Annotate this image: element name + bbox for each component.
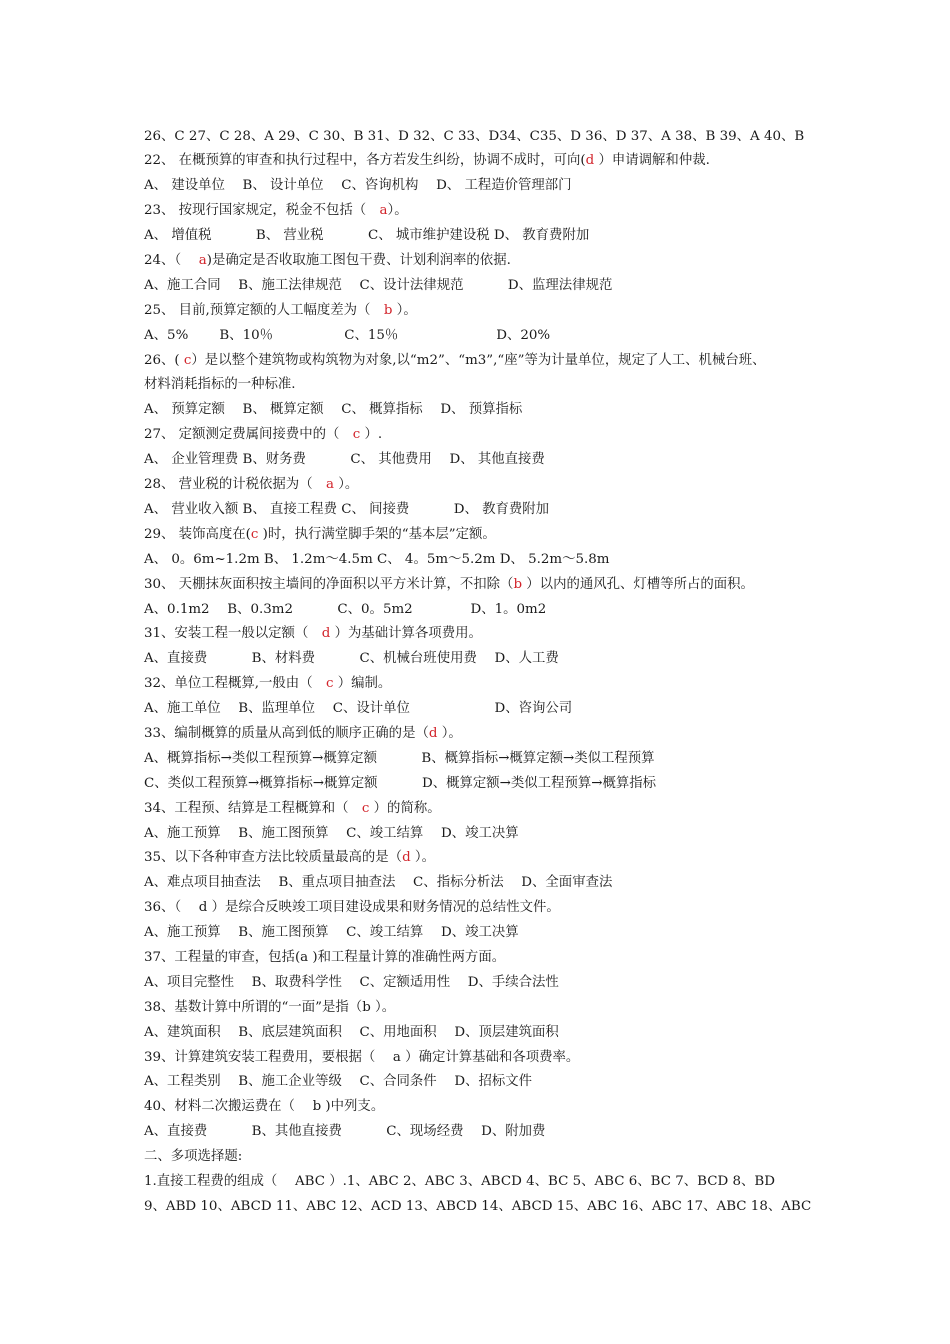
- text-run: 37、工程量的审查，包括(a )和工程量计算的准确性两方面。: [144, 950, 506, 965]
- text-run: A、施工合同 B、施工法律规范 C、设计法律规范 D、监理法律规范: [144, 278, 613, 293]
- text-run: 22、 在概预算的审查和执行过程中，各方若发生纠纷，协调不成时，可向(: [144, 153, 586, 168]
- options-35: [144, 873, 834, 893]
- text-run: A、难点项目抽查法 B、重点项目抽查法 C、指标分析法 D、全面审查法: [144, 875, 613, 890]
- text-run: A、项目完整性 B、取费科学性 C、定额适用性 D、手续合法性: [144, 975, 559, 990]
- text-run: A、概算指标→类似工程预算→概算定额 B、概算指标→概算定额→类似工程预算: [144, 751, 655, 766]
- text-run: ）.: [360, 427, 383, 442]
- question-22: [144, 151, 834, 171]
- question-24: [144, 251, 834, 271]
- section-heading: [144, 1147, 834, 1167]
- text-run: 38、基数计算中所谓的“一面”是指（b ）。: [144, 1000, 396, 1015]
- answer-mark: a: [379, 203, 388, 218]
- text-run: A、0.1m2 B、0.3m2 C、0。5m2 D、1。0m2: [144, 602, 547, 617]
- text-run: A、 营业收入额 B、 直接工程费 C、 间接费 D、 教育费附加: [144, 502, 550, 517]
- options-22: [144, 176, 834, 196]
- text-run: A、施工单位 B、监理单位 C、设计单位 D、咨询公司: [144, 701, 573, 716]
- text-run: ）以内的通风孔、灯槽等所占的面积。: [522, 577, 754, 592]
- text-run: 33、编制概算的质量从高到低的顺序正确的是（: [144, 726, 429, 741]
- text-run: 26、C 27、C 28、A 29、C 30、B 31、D 32、C 33、D34、C35、D 36、D 37、A 38、B 39、A 40、B: [144, 129, 805, 144]
- question-29: [144, 525, 834, 545]
- text-run: 30、 天棚抹灰面积按主墙间的净面积以平方米计算，不扣除（: [144, 577, 514, 592]
- text-run: A、施工预算 B、施工图预算 C、竣工结算 D、竣工决算: [144, 925, 519, 940]
- multi-answers: [144, 1197, 834, 1217]
- text-run: ）。: [387, 203, 408, 218]
- answer-mark: c: [352, 427, 361, 442]
- question-30: [144, 575, 834, 595]
- question-26: [144, 351, 834, 371]
- answer-mark: a: [198, 253, 207, 268]
- text-run: 35、以下各种审查方法比较质量最高的是（: [144, 850, 403, 865]
- options-34: [144, 824, 834, 844]
- text-run: 40、材料二次搬运费在（ b )中列支。: [144, 1099, 385, 1114]
- question-23: [144, 201, 834, 221]
- answer-mark: c: [361, 801, 370, 816]
- question-36: [144, 898, 834, 918]
- text-run: )是确定是否收取施工图包干费、计划利润率的依据.: [206, 253, 511, 268]
- text-run: A、 企业管理费 B、财务费 C、 其他费用 D、 其他直接费: [144, 452, 545, 467]
- text-line: [144, 127, 834, 147]
- text-run: A、直接费 B、其他直接费 C、现场经费 D、附加费: [144, 1124, 546, 1139]
- text-run: 23、 按现行国家规定，税金不包括（: [144, 203, 380, 218]
- text-run: A、5% B、10％ C、15％ D、20%: [144, 328, 551, 343]
- options-33-cd: [144, 774, 834, 794]
- text-run: 25、 目前,预算定额的人工幅度差为（: [144, 303, 384, 318]
- text-run: ）申请调解和仲裁.: [594, 153, 710, 168]
- options-23: [144, 226, 834, 246]
- text-run: A、工程类别 B、施工企业等级 C、合同条件 D、招标文件: [144, 1074, 533, 1089]
- options-32: [144, 699, 834, 719]
- text-run: ）。: [437, 726, 462, 741]
- text-run: ）。: [410, 850, 435, 865]
- options-36: [144, 923, 834, 943]
- question-31: [144, 624, 834, 644]
- options-25: [144, 326, 834, 346]
- question-25: [144, 301, 834, 321]
- options-31: [144, 649, 834, 669]
- text-run: ）。: [392, 303, 417, 318]
- options-33-ab: [144, 749, 834, 769]
- answer-mark: c: [179, 353, 192, 368]
- answer-mark: c: [325, 676, 334, 691]
- text-run: 36、（ d ）是综合反映竣工项目建设成果和财务情况的总结性文件。: [144, 900, 560, 915]
- text-run: A、直接费 B、材料费 C、机械台班使用费 D、人工费: [144, 651, 559, 666]
- answer-mark: d: [321, 626, 331, 641]
- options-29: [144, 550, 834, 570]
- text-run: A、 建设单位 B、 设计单位 C、咨询机构 D、 工程造价管理部门: [144, 178, 572, 193]
- text-run: ）。: [333, 477, 359, 492]
- options-39: [144, 1072, 834, 1092]
- text-run: 34、工程预、结算是工程概算和（: [144, 801, 362, 816]
- text-run: ）编制。: [333, 676, 392, 691]
- options-40: [144, 1122, 834, 1142]
- question-37: [144, 948, 834, 968]
- options-24: [144, 276, 834, 296]
- options-26: [144, 400, 834, 420]
- text-run: )时，执行满堂脚手架的“基本层”定额。: [258, 527, 496, 542]
- text-run: A、 预算定额 B、 概算定额 C、 概算指标 D、 预算指标: [144, 402, 523, 417]
- question-32: [144, 674, 834, 694]
- question-39: [144, 1048, 834, 1068]
- options-28: [144, 500, 834, 520]
- question-35: [144, 848, 834, 868]
- options-37: [144, 973, 834, 993]
- text-run: A、 0。6m~1.2m B、 1.2m～4.5m C、 4。5m～5.2m D、 5.2m～5.8m: [144, 552, 610, 567]
- question-38: [144, 998, 834, 1018]
- text-run: 24、（: [144, 253, 199, 268]
- question-33: [144, 724, 834, 744]
- text-run: 39、计算建筑安装工程费用，要根据（ a ）确定计算基础和各项费率。: [144, 1050, 580, 1065]
- text-run: 26、(: [144, 353, 180, 368]
- answer-mark: d: [585, 153, 595, 168]
- multi-question-1: [144, 1172, 834, 1192]
- text-run: 28、 营业税的计税依据为（: [144, 477, 326, 492]
- question-34: [144, 799, 834, 819]
- text-run: 二、多项选择题:: [144, 1149, 243, 1164]
- text-run: ）的简称。: [369, 801, 441, 816]
- question-40: [144, 1097, 834, 1117]
- answer-mark: a: [325, 477, 334, 492]
- answer-mark: d: [402, 850, 411, 865]
- question-26-cont: [144, 375, 834, 395]
- answer-mark: c: [250, 527, 259, 542]
- text-run: 32、单位工程概算,一般由（: [144, 676, 326, 691]
- options-27: [144, 450, 834, 470]
- answer-mark: d: [428, 726, 438, 741]
- options-30: [144, 600, 834, 620]
- text-run: 27、 定额测定费属间接费中的（: [144, 427, 353, 442]
- text-run: 31、安装工程一般以定额（: [144, 626, 322, 641]
- text-run: ）为基础计算各项费用。: [330, 626, 482, 641]
- question-28: [144, 475, 834, 495]
- text-run: C、类似工程预算→概算指标→概算定额 D、概算定额→类似工程预算→概算指标: [144, 776, 657, 791]
- answer-mark: b: [513, 577, 523, 592]
- text-run: 29、 装饰高度在(: [144, 527, 251, 542]
- text-run: 1.直接工程费的组成（ ABC ）.1、ABC 2、ABC 3、ABCD 4、BC 5、ABC 6、BC 7、BCD 8、BD: [144, 1174, 775, 1189]
- question-27: [144, 425, 834, 445]
- text-run: A、施工预算 B、施工图预算 C、竣工结算 D、竣工决算: [144, 826, 519, 841]
- text-run: A、 增值税 B、 营业税 C、 城市维护建设税 D、 教育费附加: [144, 228, 590, 243]
- options-38: [144, 1023, 834, 1043]
- text-run: 9、ABD 10、ABCD 11、ABC 12、ACD 13、ABCD 14、ABCD 15、ABC 16、ABC 17、ABC 18、ABC: [144, 1199, 812, 1214]
- answer-mark: b: [383, 303, 393, 318]
- text-run: ）是以整个建筑物或构筑物为对象,以“m2”、“m3”,“座”等为计量单位，规定了人工、机械台班、: [191, 353, 766, 368]
- text-run: A、建筑面积 B、底层建筑面积 C、用地面积 D、顶层建筑面积: [144, 1025, 559, 1040]
- text-run: 材料消耗指标的一种标准.: [144, 377, 296, 392]
